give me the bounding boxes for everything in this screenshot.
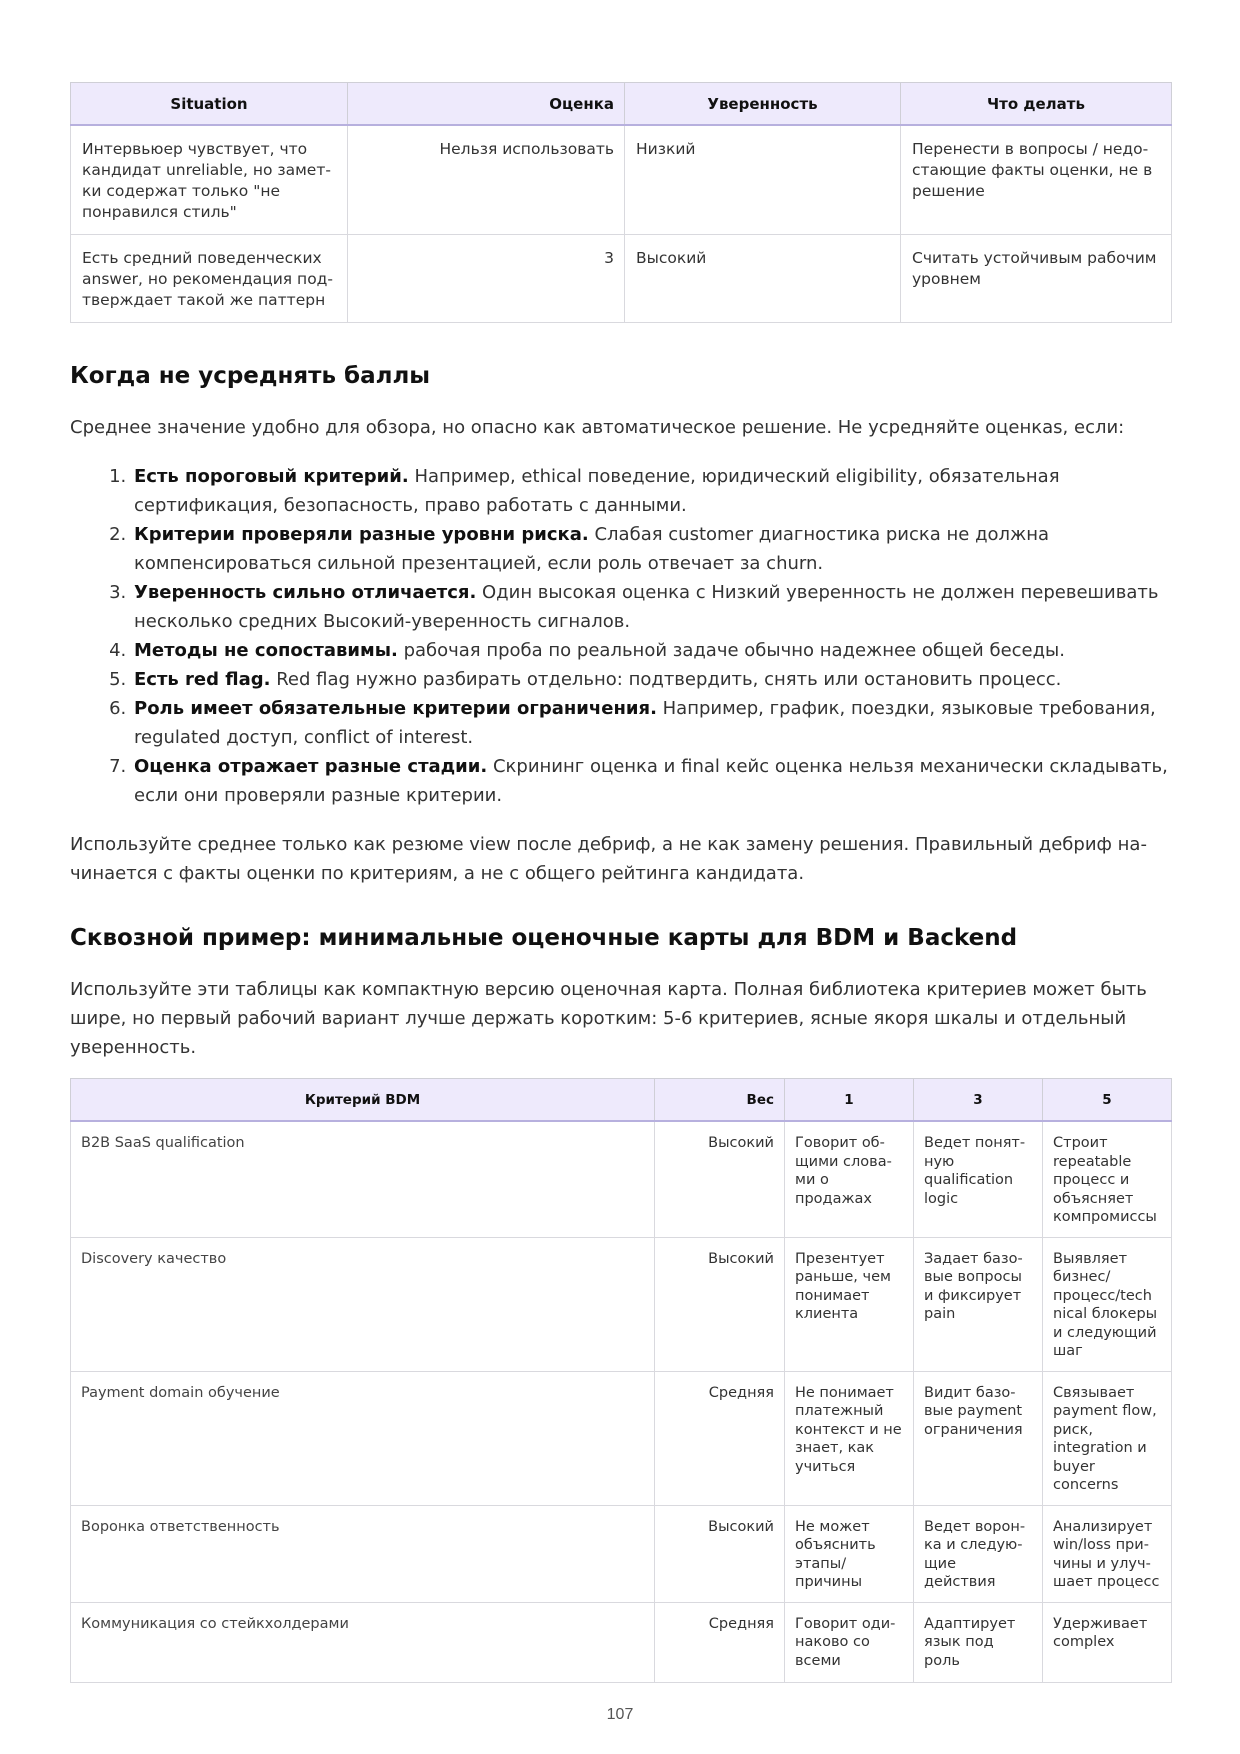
section-heading: Сквозной пример: минимальные оценочные карты для BDM и Backend bbox=[70, 925, 1018, 951]
table-cell: Средняя bbox=[655, 1371, 785, 1505]
scorecard-table-container bbox=[70, 1078, 1171, 1669]
table-cell: Связывает payment flow, риск, integration и buyer concerns bbox=[1043, 1371, 1172, 1505]
table-cell: Есть средний поведенческих answer, но рекомендация подтверждает такой же паттерн bbox=[71, 235, 348, 323]
table-cell: Видит базовые payment ограничения bbox=[914, 1371, 1043, 1505]
table-cell: Интервьюер чувствует, что кандидат unreliable, но заметки содержат только "не понравился стиль" bbox=[71, 125, 348, 235]
column-header: 3 bbox=[914, 1079, 1043, 1122]
criteria-list bbox=[70, 462, 1171, 810]
table-cell: Задает базовые вопросы и фиксирует pain bbox=[914, 1237, 1043, 1371]
table-cell: Не может объяснить этапы/ причины bbox=[785, 1505, 914, 1602]
list-item-text: Например, ethical поведение, юридический eligibility, обязательная сертификация, безопасность, право работать с данными. bbox=[134, 466, 1060, 516]
bdm-scorecard-table bbox=[70, 1078, 1172, 1683]
table-cell: Средняя bbox=[655, 1602, 785, 1682]
list-item bbox=[132, 665, 1171, 694]
table-cell: Высокий bbox=[655, 1121, 785, 1237]
section-outro: Используйте среднее только как резюме view после дебриф, а не как замену решения. Правильный дебриф начинается с факты оценки по критериям, а не с общего рейтинга кандидата. bbox=[70, 834, 1147, 884]
column-header: Что делать bbox=[901, 83, 1172, 126]
column-header: Критерий BDM bbox=[71, 1079, 655, 1122]
table-cell: Говорит общими словами о продажах bbox=[785, 1121, 914, 1237]
table-cell: Коммуникация со стейкхолдерами bbox=[71, 1602, 655, 1682]
list-item-bold: Критерии проверяли разные уровни риска. bbox=[134, 524, 589, 545]
list-item bbox=[132, 578, 1171, 636]
table-header-row bbox=[71, 83, 1172, 126]
list-item-bold: Оценка отражает разные стадии. bbox=[134, 756, 488, 777]
column-header: 1 bbox=[785, 1079, 914, 1122]
table-cell: Считать устойчивым рабочим уровнем bbox=[901, 235, 1172, 323]
column-header: Вес bbox=[655, 1079, 785, 1122]
section-intro: Используйте эти таблицы как компактную версию оценочная карта. Полная библиотека критериев может быть шире, но первый рабочий вариант лучше держать коротким: 5-6 критериев, ясные якоря шкалы и отдельный уверенность. bbox=[70, 979, 1147, 1058]
column-header: 5 bbox=[1043, 1079, 1172, 1122]
table-header-row bbox=[71, 1079, 1172, 1122]
list-item-bold: Уверенность сильно отличается. bbox=[134, 582, 477, 603]
list-item-text: Red flag нужно разбирать отдельно: подтвердить, снять или остановить процесс. bbox=[270, 669, 1062, 690]
list-item-bold: Методы не сопоставимы. bbox=[134, 640, 398, 661]
list-item bbox=[132, 694, 1171, 752]
table-row bbox=[71, 1505, 1172, 1602]
table-cell: Payment domain обучение bbox=[71, 1371, 655, 1505]
table-cell: Высокий bbox=[655, 1505, 785, 1602]
section-heading: Когда не усреднять баллы bbox=[70, 363, 431, 389]
table-cell: Говорит одинаково со всеми bbox=[785, 1602, 914, 1682]
table-cell: Строит repeatable процесс и объясняет компромиссы bbox=[1043, 1121, 1172, 1237]
section-intro: Среднее значение удобно для обзора, но опасно как автоматическое решение. Не усредняйте оценкаs, если: bbox=[70, 417, 1125, 438]
column-header: Оценка bbox=[348, 83, 625, 126]
table-row bbox=[71, 1237, 1172, 1371]
list-item-text: Например, график, поездки, языковые требования, regulated доступ, conflict of interest. bbox=[134, 698, 1156, 748]
table-cell: Ведет воронка и следующие действия bbox=[914, 1505, 1043, 1602]
table-cell: Удерживает complex bbox=[1043, 1602, 1172, 1682]
table-cell: Презентует раньше, чем понимает клиента bbox=[785, 1237, 914, 1371]
table-cell: Перенести в вопросы / недостающие факты оценки, не в решение bbox=[901, 125, 1172, 235]
list-item-text: Скрининг оценка и final кейс оценка нельзя механически складывать, если они проверяли разные критерии. bbox=[134, 756, 1168, 806]
list-item-bold: Роль имеет обязательные критерии ограничения. bbox=[134, 698, 657, 719]
column-header: Уверенность bbox=[625, 83, 901, 126]
list-item-bold: Есть пороговый критерий. bbox=[134, 466, 409, 487]
list-item bbox=[132, 752, 1171, 810]
table-cell: Выявляет бизнес/ процесс/tech nical блокеры и следующий шаг bbox=[1043, 1237, 1172, 1371]
list-item bbox=[132, 462, 1171, 520]
table-cell: Нельзя использовать bbox=[348, 125, 625, 235]
page-number: 107 bbox=[606, 1706, 634, 1723]
table-cell: Анализирует win/loss причины и улучшает процесс bbox=[1043, 1505, 1172, 1602]
list-item-text: Слабая customer диагностика риска не должна компенсироваться сильной презентацией, если роль отвечает за churn. bbox=[134, 524, 1050, 574]
table-cell: Высокий bbox=[625, 235, 901, 323]
list-item bbox=[132, 636, 1171, 665]
column-header: Situation bbox=[71, 83, 348, 126]
table-cell: Ведет понятную qualification logic bbox=[914, 1121, 1043, 1237]
list-item-bold: Есть red flag. bbox=[134, 669, 271, 690]
table-cell: Высокий bbox=[655, 1237, 785, 1371]
table-cell: Воронка ответственность bbox=[71, 1505, 655, 1602]
table-cell: Низкий bbox=[625, 125, 901, 235]
table-row bbox=[71, 1602, 1172, 1682]
situation-table bbox=[70, 82, 1172, 323]
table-cell: Адаптирует язык под роль bbox=[914, 1602, 1043, 1682]
table-row bbox=[71, 235, 1172, 323]
page-content bbox=[70, 82, 1171, 1058]
list-item-text: Один высокая оценка с Низкий уверенность не должен перевешивать несколько средних Высокий-уверенность сигналов. bbox=[134, 582, 1159, 632]
table-row bbox=[71, 125, 1172, 235]
list-item-text: рабочая проба по реальной задаче обычно надежнее общей беседы. bbox=[397, 640, 1065, 661]
table-cell: Не понимает платежный контекст и не знает, как учиться bbox=[785, 1371, 914, 1505]
table-row bbox=[71, 1371, 1172, 1505]
table-cell: Discovery качество bbox=[71, 1237, 655, 1371]
table-cell: B2B SaaS qualification bbox=[71, 1121, 655, 1237]
table-row bbox=[71, 1121, 1172, 1237]
list-item bbox=[132, 520, 1171, 578]
table-cell: 3 bbox=[348, 235, 625, 323]
